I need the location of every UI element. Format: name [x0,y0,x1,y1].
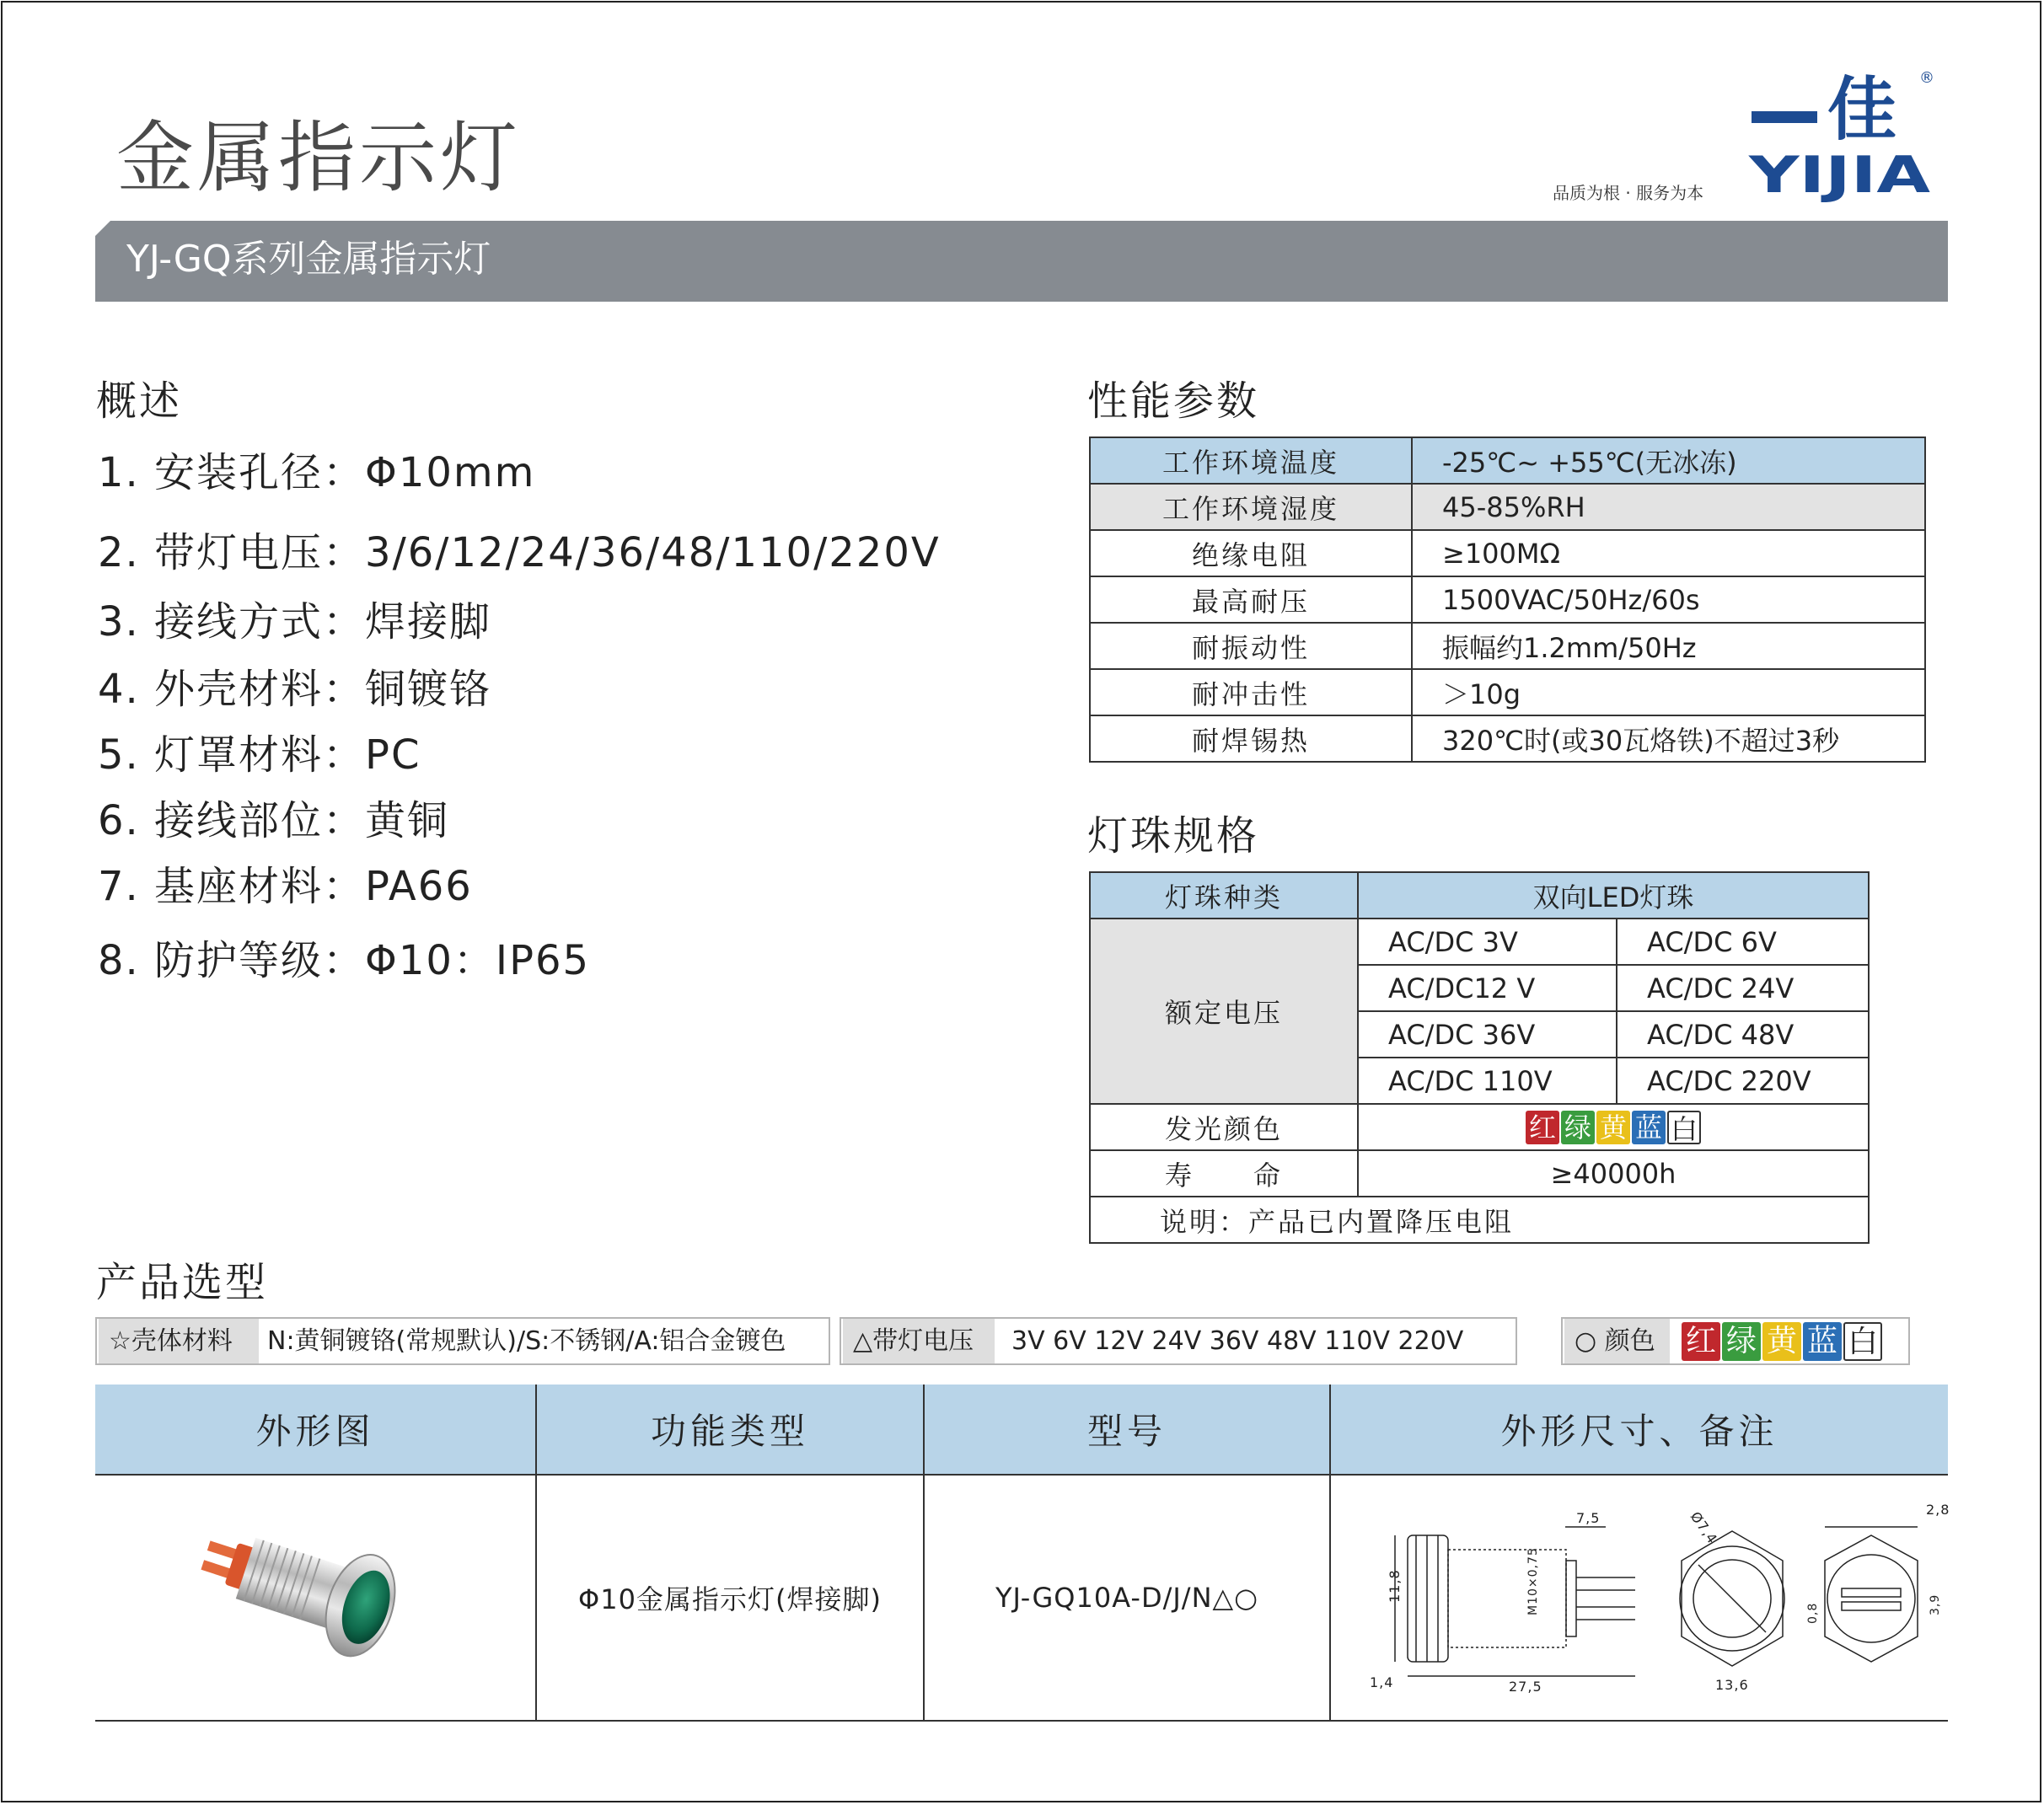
bead-heading: 灯珠规格 [1087,812,1260,860]
param-value: -25℃~ +55℃(无冰冻) [1412,437,1925,484]
model-number-cell: YJ-GQ10A-D/J/N△○ [924,1475,1330,1721]
color-chip-red: 红 [1682,1322,1720,1361]
dim-terminal-height: 3,9 [1929,1593,1942,1615]
color-selector-label: ○ 颜色 [1564,1319,1670,1363]
col-header: 型号 [924,1385,1330,1475]
table-row [1090,919,1869,965]
voltage-option: AC/DC 3V [1358,919,1617,965]
color-chip-yellow: 黄 [1596,1111,1630,1144]
overview-item: 3. 接线方式：焊接脚 [98,598,492,645]
color-chip-white: 白 [1667,1111,1701,1144]
color-chip-blue: 蓝 [1803,1322,1842,1361]
color-chip-yellow: 黄 [1762,1322,1801,1361]
dim-pin-length: 7,5 [1576,1510,1601,1526]
color-chip-red: 红 [1526,1111,1559,1144]
voltage-option: AC/DC 24V [1617,965,1869,1011]
param-name: 绝缘电阻 [1090,530,1412,576]
yijia-logo [1745,67,1934,205]
dim-hex-width: 13,6 [1715,1677,1749,1693]
dimension-drawing-cell [1330,1475,1948,1721]
table-row [1090,576,1925,623]
overview-item: 1. 安装孔径：Φ10mm [98,449,536,496]
param-value: 振幅约1.2mm/50Hz [1412,623,1925,669]
dimension-drawing [1336,1497,1950,1695]
bead-table [1089,871,1870,1244]
dim-terminal-width: 2,8 [1926,1502,1950,1518]
bead-type-label: 灯珠种类 [1090,872,1358,919]
table-row [1090,1197,1869,1243]
param-name: 最高耐压 [1090,576,1412,623]
voltage-option: AC/DC 220V [1617,1058,1869,1104]
color-label: 发光颜色 [1090,1104,1358,1150]
voltage-option: AC/DC12 V [1358,965,1617,1011]
param-name: 耐振动性 [1090,623,1412,669]
param-name: 工作环境温度 [1090,437,1412,484]
dim-bezel-thickness: 1,4 [1370,1674,1394,1690]
color-chip-blue: 蓝 [1632,1111,1666,1144]
selection-heading: 产品选型 [96,1259,269,1306]
back-view [1825,1527,1918,1662]
front-view [1680,1531,1784,1666]
color-chips [1358,1104,1869,1150]
color-selector-chips [1681,1322,1883,1361]
overview-heading: 概述 [96,378,183,425]
param-name: 耐焊锡热 [1090,715,1412,762]
performance-heading: 性能参数 [1087,378,1260,425]
overview-item: 8. 防护等级：Φ10：IP65 [98,937,591,984]
col-header: 外形图 [95,1385,536,1475]
table-row [1090,623,1925,669]
dim-total-length: 27,5 [1509,1679,1542,1695]
dim-terminal-gap: 0,8 [1806,1602,1820,1624]
bead-type-value: 双向LED灯珠 [1358,872,1869,919]
material-value: N:黄铜镀铬(常规默认)/S:不锈钢/A:铝合金镀色 [267,1326,786,1356]
logo-en-text: YIJIA [1747,146,1931,205]
bead-note: 说明：产品已内置降压电阻 [1090,1197,1869,1243]
page-title: 金属指示灯 [116,113,522,203]
table-row [1090,1150,1869,1197]
overview-item: 2. 带灯电压：3/6/12/24/36/48/110/220V [98,529,941,576]
table-row [95,1475,1948,1721]
table-row [1090,715,1925,762]
param-name: 工作环境湿度 [1090,484,1412,530]
table-row [1090,872,1869,919]
life-label: 寿 命 [1090,1150,1358,1197]
param-name: 耐冲击性 [1090,669,1412,715]
function-type-cell: Φ10金属指示灯(焊接脚) [536,1475,924,1721]
table-row [1090,530,1925,576]
voltage-selector [840,1317,1517,1365]
brand-slogan: 品质为根 · 服务为本 [1553,183,1704,203]
param-value: ＞10g [1412,669,1925,715]
product-photo-cell [95,1475,536,1721]
material-label: ☆壳体材料 [99,1319,259,1363]
logo-dash [1752,111,1817,123]
table-header-row [95,1385,1948,1475]
voltage-option: AC/DC 6V [1617,919,1869,965]
life-value: ≥40000h [1358,1150,1869,1197]
color-chip-green: 绿 [1722,1322,1761,1361]
indicator-lamp-illustration [189,1510,442,1679]
param-value: 1500VAC/50Hz/60s [1412,576,1925,623]
performance-table [1089,437,1926,763]
voltage-selector-label: △带灯电压 [843,1319,995,1363]
overview-item: 4. 外壳材料：铜镀铬 [98,666,492,713]
col-header: 功能类型 [536,1385,924,1475]
overview-item: 7. 基座材料：PA66 [98,863,473,910]
color-selector [1561,1317,1910,1365]
material-selector [95,1317,830,1365]
col-header: 外形尺寸、备注 [1330,1385,1948,1475]
voltage-option: AC/DC 48V [1617,1011,1869,1058]
overview-item: 6. 接线部位：黄铜 [98,797,450,844]
series-banner-text: YJ-GQ系列金属指示灯 [126,238,491,281]
voltage-option: AC/DC 36V [1358,1011,1617,1058]
table-row [1090,669,1925,715]
param-value: ≥100MΩ [1412,530,1925,576]
dim-lens-diameter: Ø7,4 [1687,1508,1721,1547]
table-row [1090,484,1925,530]
dim-thread: M10×0,75 [1526,1547,1540,1615]
logo-cn-char: 佳 [1827,70,1897,150]
overview-item: 5. 灯罩材料：PC [98,731,421,779]
voltage-label: 额定电压 [1090,919,1358,1104]
voltage-option: AC/DC 110V [1358,1058,1617,1104]
table-row [1090,1104,1869,1150]
color-chip-green: 绿 [1561,1111,1595,1144]
param-value: 320℃时(或30瓦烙铁)不超过3秒 [1412,715,1925,762]
voltage-selector-value: 3V 6V 12V 24V 36V 48V 110V 220V [1011,1326,1464,1356]
dim-height: 11,8 [1387,1569,1403,1603]
product-table [95,1385,1948,1722]
color-chip-white: 白 [1843,1322,1882,1361]
logo-registered-mark: ® [1919,69,1934,87]
param-value: 45-85%RH [1412,484,1925,530]
table-row [1090,437,1925,484]
side-view [1395,1527,1635,1676]
